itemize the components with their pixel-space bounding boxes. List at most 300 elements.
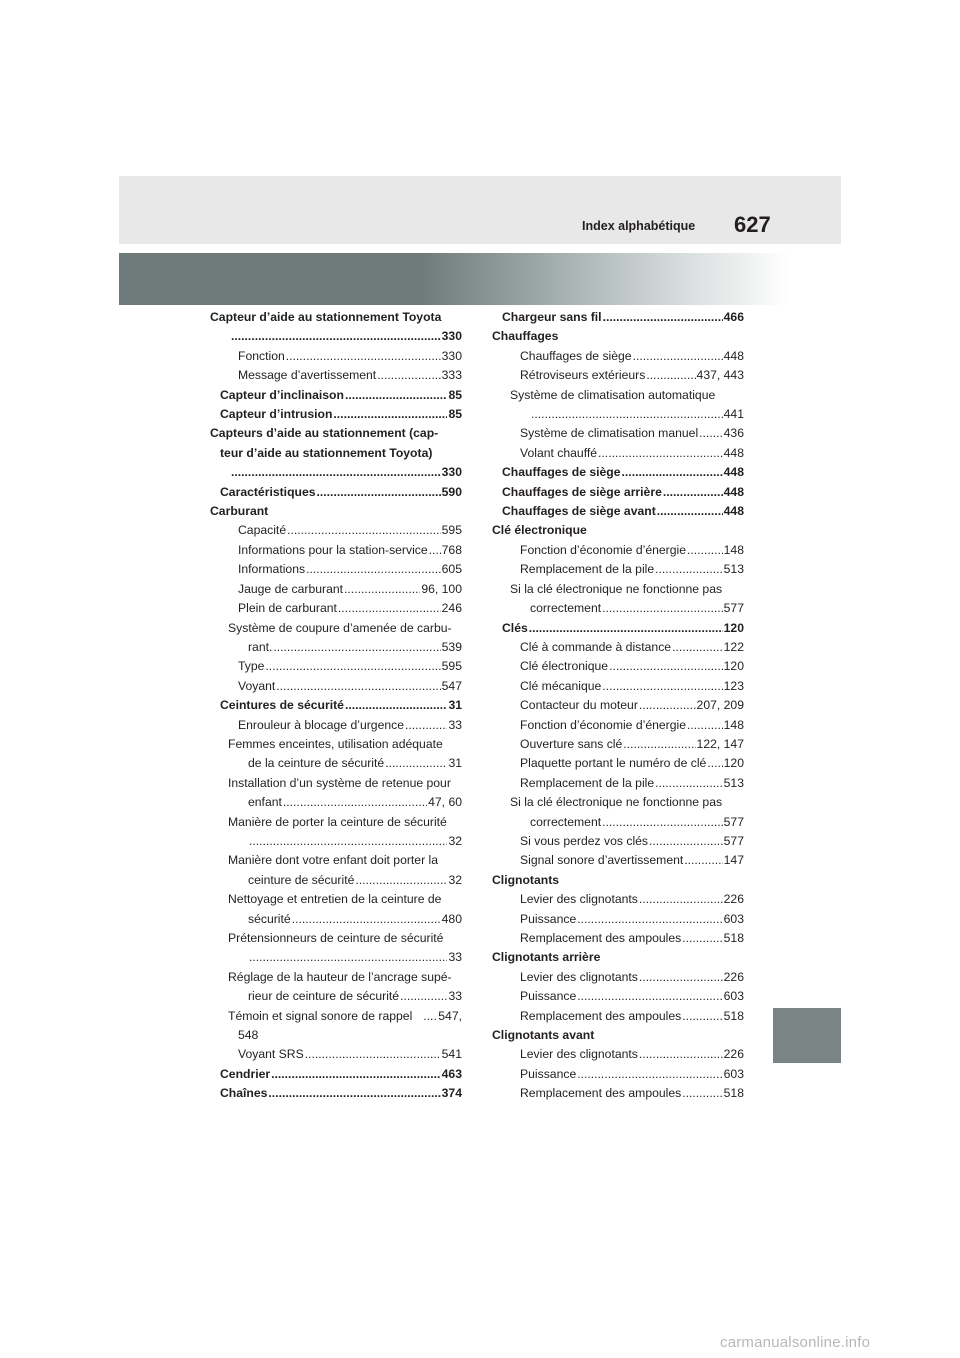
index-heading — [492, 948, 744, 967]
leader-dots — [529, 619, 723, 638]
index-leader-line — [520, 560, 744, 579]
leader-dots — [231, 463, 441, 482]
index-subentry — [210, 677, 462, 696]
leader-dots — [687, 541, 723, 560]
index-page-ref: 480 — [441, 911, 462, 926]
index-entry-label: Remplacement des ampoules — [520, 1086, 682, 1101]
leader-dots — [707, 754, 722, 773]
index-entry-label: Plaquette portant le numéro de clé — [520, 756, 707, 771]
index-page-ref: 518 — [723, 1008, 744, 1023]
index-leader-line — [238, 599, 462, 618]
index-entry-label: Voyant SRS — [238, 1047, 304, 1062]
index-page-ref: 32 — [448, 872, 462, 887]
leader-dots — [305, 1045, 441, 1064]
leader-dots — [602, 677, 722, 696]
index-entry-label: Puissance — [520, 989, 577, 1004]
index-leader-line — [520, 541, 744, 560]
index-page-ref: 577 — [723, 814, 744, 829]
site-watermark: carmanualsonline.info — [720, 1334, 871, 1351]
index-leader-line — [520, 366, 744, 385]
index-subentry — [492, 793, 744, 832]
index-leader-line — [520, 1065, 744, 1084]
index-subentry — [492, 910, 744, 929]
index-leader-line — [220, 327, 462, 346]
leader-dots — [598, 444, 723, 463]
index-leader-line — [238, 871, 462, 890]
index-subentry — [210, 657, 462, 676]
index-heading — [210, 502, 462, 521]
index-entry-text: Clignotants avant — [492, 1028, 595, 1043]
index-subentry — [492, 968, 744, 987]
index-subentry — [492, 716, 744, 735]
index-entry-label: Type — [238, 659, 265, 674]
index-entry-label: Remplacement des ampoules — [520, 931, 682, 945]
index-page-ref: 463 — [441, 1066, 462, 1081]
leader-dots — [639, 968, 723, 987]
leader-dots — [531, 405, 723, 424]
index-page-ref: 603 — [723, 1066, 744, 1081]
leader-dots — [344, 580, 420, 599]
index-subentry — [210, 366, 462, 385]
index-entry-text: Femmes enceintes, utilisation adéquate — [228, 736, 443, 751]
index-page-ref: 122 — [723, 639, 744, 654]
index-entry-label: Capteur d’inclinaison — [220, 387, 344, 402]
leader-dots — [306, 560, 441, 579]
index-leader-line — [520, 444, 744, 463]
leader-dots — [602, 599, 723, 618]
index-page-ref: 547, — [438, 1008, 462, 1023]
index-entry-label: Clé mécanique — [520, 678, 602, 693]
index-entry-label: Caractéristiques — [220, 484, 316, 499]
index-subentry — [210, 716, 462, 735]
leader-dots — [682, 929, 722, 948]
index-subentry — [210, 521, 462, 540]
leader-dots — [287, 521, 441, 540]
index-page-ref: 96, 100 — [421, 581, 462, 596]
index-page-ref: 374 — [441, 1086, 462, 1101]
index-page-ref: 448 — [723, 445, 744, 460]
index-entry-label: Remplacement des ampoules — [520, 1008, 682, 1023]
index-subentry — [492, 696, 744, 715]
index-entry-label: Puissance — [520, 911, 577, 926]
index-heading — [492, 327, 744, 346]
leader-dots — [317, 483, 441, 502]
index-leader-line — [520, 754, 744, 773]
index-page-ref: 85 — [448, 387, 462, 402]
index-leader-line — [238, 987, 462, 1006]
index-entry-label: Chauffages de siège avant — [502, 504, 656, 519]
index-page-ref: 85 — [448, 407, 462, 422]
index-subentry — [492, 929, 744, 948]
index-leader-line — [520, 657, 744, 676]
index-leader-line — [220, 405, 462, 424]
index-leader-line — [502, 619, 744, 638]
leader-dots — [603, 308, 723, 327]
leader-dots — [338, 599, 441, 618]
leader-dots — [423, 1007, 437, 1026]
index-page-ref: 547 — [441, 678, 462, 693]
index-subentry — [210, 560, 462, 579]
index-heading — [210, 308, 462, 347]
index-leader-line — [502, 308, 744, 327]
leader-dots — [271, 1065, 441, 1084]
index-leader-line — [520, 696, 744, 715]
index-subentry — [492, 832, 744, 851]
index-leader-line — [220, 696, 462, 715]
index-subentry — [492, 754, 744, 773]
leader-dots — [646, 366, 695, 385]
index-leader-line — [238, 580, 462, 599]
index-entry-label: Capteur d’intrusion — [220, 407, 333, 422]
index-subentry — [210, 347, 462, 366]
index-entry-text: Prétensionneurs de ceinture de sécurité — [228, 931, 444, 945]
index-entry-label: Levier des clignotants — [520, 1047, 638, 1062]
index-subentry — [492, 424, 744, 443]
index-leader-line — [220, 1084, 462, 1103]
index-leader-line — [238, 541, 462, 560]
index-subentry — [210, 599, 462, 618]
index-leader-line — [238, 1045, 462, 1064]
index-leader-line — [520, 851, 744, 870]
index-leader-line — [238, 677, 462, 696]
index-leader-line — [238, 366, 462, 385]
leader-dots — [577, 1065, 722, 1084]
index-leader-line — [220, 463, 462, 482]
index-entry-label: Chargeur sans fil — [502, 310, 602, 324]
index-subentry — [492, 541, 744, 560]
leader-dots — [345, 386, 448, 405]
index-entry-label: Chauffages de siège — [520, 348, 632, 363]
leader-dots — [655, 774, 723, 793]
index-page-ref: 33 — [448, 950, 462, 965]
index-page-ref: 226 — [723, 892, 744, 907]
index-subentry — [492, 444, 744, 463]
index-page-ref: 120 — [723, 659, 744, 674]
index-subentry — [492, 347, 744, 366]
index-leader-line — [520, 1084, 744, 1103]
leader-dots — [684, 851, 722, 870]
index-page-ref: 330 — [441, 348, 462, 363]
index-entry-label: Clés — [502, 620, 528, 635]
index-leader-line — [238, 910, 462, 929]
index-subentry — [492, 890, 744, 909]
index-entry-text: Installation d’un système de retenue pour — [228, 775, 451, 790]
index-leader-line — [520, 1045, 744, 1064]
leader-dots — [602, 813, 723, 832]
leader-dots — [655, 560, 723, 579]
index-subentry — [492, 1045, 744, 1064]
index-subentry — [492, 1007, 744, 1026]
index-heading — [492, 619, 744, 638]
index-page-ref: 123 — [723, 678, 744, 693]
index-heading — [210, 424, 462, 482]
index-leader-line — [238, 754, 462, 773]
index-entry-label: sécurité — [248, 911, 291, 926]
index-leader-line — [520, 677, 744, 696]
index-leader-line — [520, 638, 744, 657]
leader-dots — [622, 463, 723, 482]
index-entry-text: Chauffages — [492, 329, 559, 344]
index-entry-text: Nettoyage et entretien de la ceinture de — [228, 892, 442, 907]
index-entry-label: Message d’avertissement — [238, 368, 377, 383]
index-heading — [492, 502, 744, 521]
index-page-ref: 448 — [723, 504, 744, 519]
index-leader-line — [520, 832, 744, 851]
index-leader-line — [520, 1007, 744, 1026]
leader-dots — [385, 754, 447, 773]
index-leader-line — [520, 735, 744, 754]
index-entry-label: Levier des clignotants — [520, 969, 638, 984]
index-entry-label: Informations pour la station-service — [238, 542, 428, 557]
index-entry-label: correctement — [530, 601, 602, 616]
index-heading — [492, 1026, 744, 1045]
leader-dots — [687, 716, 723, 735]
index-heading — [210, 405, 462, 424]
index-entry-label: enfant — [248, 795, 282, 810]
index-page-ref: 122, 147 — [696, 736, 744, 751]
index-entry-label: Signal sonore d’avertissement — [520, 853, 684, 868]
index-entry-text: Si la clé électronique ne fonctionne pas — [510, 795, 723, 810]
index-heading — [210, 1065, 462, 1084]
index-subentry — [492, 386, 744, 425]
index-entry-label: Ouverture sans clé — [520, 736, 623, 751]
index-heading — [492, 308, 744, 327]
index-entry-label: Rétroviseurs extérieurs — [520, 368, 646, 383]
index-entry-label: Levier des clignotants — [520, 892, 638, 907]
index-entry-text: Clignotants arrière — [492, 950, 601, 965]
index-page-ref: 577 — [723, 833, 744, 848]
leader-dots — [663, 483, 723, 502]
index-subentry — [492, 560, 744, 579]
leader-dots — [649, 832, 723, 851]
index-leader-line — [520, 813, 744, 832]
index-page-ref: 595 — [441, 659, 462, 674]
index-page-ref: 436 — [723, 426, 744, 441]
index-page-ref: 330 — [441, 465, 462, 480]
leader-dots — [265, 657, 440, 676]
index-page-ref: 148 — [723, 717, 744, 732]
index-subentry — [210, 968, 462, 1007]
index-page-ref: 207, 209 — [696, 698, 744, 713]
index-entry-label: Voyant — [238, 678, 276, 693]
index-entry-label: Enrouleur à blocage d’urgence — [238, 717, 405, 732]
index-leader-line — [520, 716, 744, 735]
index-subentry — [492, 580, 744, 619]
index-leader-line — [520, 890, 744, 909]
index-leader-line — [520, 929, 744, 948]
index-entry-text: Clé électronique — [492, 523, 587, 538]
leader-dots — [682, 1084, 722, 1103]
index-page-ref: 518 — [723, 1086, 744, 1101]
index-subentry — [492, 657, 744, 676]
leader-dots — [672, 638, 723, 657]
index-subentry — [210, 774, 462, 813]
index-page-ref: 226 — [723, 969, 744, 984]
index-entry-label: Plein de carburant — [238, 601, 337, 616]
index-leader-line — [238, 832, 462, 851]
index-page-ref: 47, 60 — [428, 795, 462, 810]
index-entry-label: Chauffages de siège — [502, 465, 621, 480]
index-subentry — [210, 813, 462, 852]
index-leader-line — [520, 910, 744, 929]
index-entry-text: Système de climatisation automatique — [510, 387, 716, 402]
index-column-right — [492, 308, 744, 1104]
index-entry-label: de la ceinture de sécurité — [248, 756, 385, 771]
index-entry-label: Système de climatisation manuel — [520, 426, 699, 441]
index-leader-line — [520, 599, 744, 618]
index-heading — [492, 483, 744, 502]
index-entry-label: Fonction d’économie d’énergie — [520, 717, 686, 732]
index-leader-line — [238, 347, 462, 366]
index-entry-label: Puissance — [520, 1066, 577, 1081]
leader-dots — [355, 871, 447, 890]
index-page-ref: 120 — [723, 756, 744, 771]
leader-dots — [639, 696, 696, 715]
index-leader-line — [238, 560, 462, 579]
index-entry-label: Clé à commande à distance — [520, 639, 672, 654]
leader-dots — [292, 910, 441, 929]
leader-dots — [273, 638, 440, 657]
leader-dots — [283, 793, 427, 812]
index-page-ref: 33 — [448, 717, 462, 732]
leader-dots — [286, 347, 441, 366]
index-entry-label: rieur de ceinture de sécurité — [248, 989, 400, 1004]
index-entry-label: Capacité — [238, 523, 287, 538]
index-leader-line — [520, 774, 744, 793]
index-entry-label: Cendrier — [220, 1066, 271, 1081]
index-heading — [492, 463, 744, 482]
index-leader-line — [520, 987, 744, 1006]
index-page-ref: 603 — [723, 911, 744, 926]
index-leader-line — [502, 463, 744, 482]
index-page-ref: 541 — [441, 1047, 462, 1062]
index-entry-text: Manière de porter la ceinture de sécurité — [228, 814, 447, 829]
leader-dots — [231, 327, 441, 346]
index-subentry — [210, 1045, 462, 1064]
index-leader-line — [238, 948, 462, 967]
leader-dots — [249, 948, 447, 967]
section-title: Index alphabétique — [582, 219, 696, 233]
index-leader-line — [520, 405, 744, 424]
index-page-ref: 31 — [448, 756, 462, 771]
leader-dots — [405, 716, 447, 735]
index-entry-label: Fonction d’économie d’énergie — [520, 542, 686, 557]
leader-dots — [577, 987, 722, 1006]
index-entry-text: Si la clé électronique ne fonctionne pas — [510, 581, 723, 596]
index-subentry — [210, 541, 462, 560]
index-entry-label: Remplacement de la pile — [520, 775, 655, 790]
index-leader-line — [502, 483, 744, 502]
leader-dots — [609, 657, 723, 676]
index-page-ref: 590 — [441, 484, 462, 499]
index-heading — [210, 1084, 462, 1103]
index-subentry — [492, 987, 744, 1006]
index-page-ref: 226 — [723, 1047, 744, 1062]
leader-dots — [333, 405, 447, 424]
index-page-ref: 577 — [723, 601, 744, 616]
index-heading — [492, 521, 744, 540]
index-subentry — [210, 580, 462, 599]
index-subentry — [210, 890, 462, 929]
leader-dots — [577, 910, 722, 929]
index-entry-text: Clignotants — [492, 872, 560, 887]
index-subentry — [210, 735, 462, 774]
index-leader-line — [220, 483, 462, 502]
index-subentry — [210, 1007, 462, 1046]
index-entry-label: Informations — [238, 562, 306, 577]
index-entry-label: Clé électronique — [520, 659, 609, 674]
index-page-ref: 33 — [448, 989, 462, 1004]
leader-dots — [699, 424, 723, 443]
leader-dots — [345, 696, 447, 715]
index-heading — [210, 483, 462, 502]
leader-dots — [682, 1007, 722, 1026]
index-leader-line — [220, 1065, 462, 1084]
index-page-ref-continued: 548 — [238, 1028, 259, 1043]
index-entry-text: Capteur d’aide au stationnement Toyota — [210, 310, 442, 324]
index-subentry — [492, 1084, 744, 1103]
index-page-ref: 603 — [723, 989, 744, 1004]
index-heading — [210, 386, 462, 405]
index-page-ref: 466 — [723, 310, 744, 324]
leader-dots — [276, 677, 440, 696]
index-leader-line — [520, 424, 744, 443]
index-entry-label: Jauge de carburant — [238, 581, 344, 596]
index-page-ref: 448 — [723, 484, 744, 499]
index-entry-label: Chauffages de siège arrière — [502, 484, 662, 499]
leader-dots — [429, 541, 441, 560]
leader-dots — [639, 1045, 723, 1064]
index-page-ref: 441 — [723, 407, 744, 422]
index-column-left — [210, 308, 462, 1104]
index-leader-line — [502, 502, 744, 521]
leader-dots — [400, 987, 447, 1006]
index-page-ref: 513 — [723, 562, 744, 577]
index-leader-line — [238, 793, 462, 812]
index-subentry — [210, 851, 462, 890]
index-leader-line — [238, 521, 462, 540]
index-leader-line — [520, 347, 744, 366]
leader-dots — [623, 735, 695, 754]
decorative-gradient-band — [119, 253, 789, 305]
index-entry-text: Témoin et signal sonore de rappel — [228, 1008, 413, 1023]
index-entry-label: correctement — [530, 814, 602, 829]
index-entry-label: Ceintures de sécurité — [220, 698, 344, 713]
leader-dots — [249, 832, 447, 851]
index-entry-text: Système de coupure d’amenée de carbu- — [228, 620, 452, 635]
index-page-ref: 120 — [723, 620, 744, 635]
index-entry-text: Manière dont votre enfant doit porter la — [228, 853, 439, 868]
page-number: 627 — [734, 212, 771, 237]
index-entry-label: Volant chauffé — [520, 445, 598, 460]
index-subentry — [492, 735, 744, 754]
index-heading — [210, 696, 462, 715]
index-page-ref: 448 — [723, 348, 744, 363]
index-page-ref: 437, 443 — [696, 368, 744, 383]
index-leader-line — [220, 386, 462, 405]
index-leader-line — [238, 657, 462, 676]
index-entry-label: Contacteur du moteur — [520, 698, 638, 713]
index-subentry — [492, 677, 744, 696]
index-entry-label: Fonction — [238, 348, 285, 363]
index-entry-text: Capteurs d’aide au stationnement (cap- teur d’aide au stationnement Toyota) — [210, 426, 439, 460]
index-page-ref: 148 — [723, 542, 744, 557]
index-subentry — [492, 774, 744, 793]
index-entry-text: Réglage de la hauteur de l’ancrage supé- — [228, 969, 452, 984]
index-page-ref: 448 — [723, 465, 744, 480]
index-page-ref: 246 — [441, 601, 462, 616]
index-page-ref: 147 — [723, 853, 744, 868]
